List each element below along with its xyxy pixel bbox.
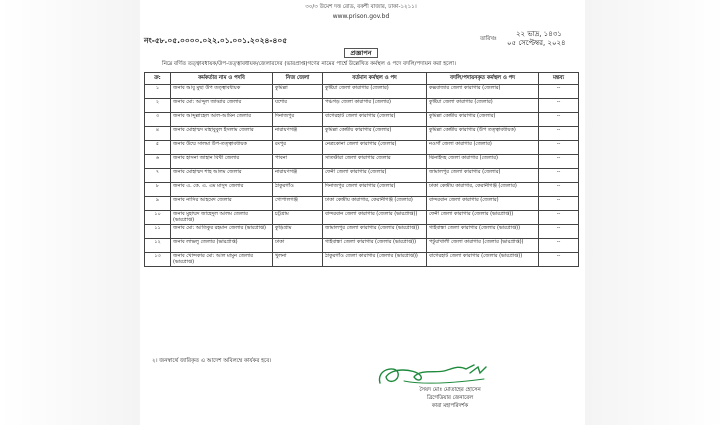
cell-current-post: কুষ্টিয়া জেলা কারাগার (জেলার)	[323, 85, 427, 99]
cell-home-district: ঢাকা	[273, 239, 323, 253]
signatory-name: সৈয়দ মোঃ মোতাহের হোসেন	[419, 387, 481, 393]
note-text: ২। জনস্বার্থে জারিকৃত এ আদেশ অবিলম্বে কার্যকর হবে।	[152, 358, 272, 364]
signatory-rank: ব্রিগেডিয়ার জেনারেল	[426, 395, 474, 401]
cell-remarks: --	[539, 239, 579, 253]
cell-serial: ৮	[145, 183, 171, 197]
right-margin-shadow	[585, 0, 725, 425]
cell-new-post: ঝিনাইদহ জেলা কারাগার (জেলার)	[427, 155, 539, 169]
intro-text: নিম্নে বর্ণিত তত্ত্বাবধায়ক/উপ-তত্ত্বাবধায়ক/জেলারদের (ভারপ্রাপ্ত)গণের নামের পার্শ্বে উল্লেখিত কর্মস্থল ও পদে বদলি/পদায়ন করা হলো।	[162, 61, 456, 67]
table-row	[145, 85, 579, 99]
date-bangla: ২২ ভাদ্র, ১৪৩১	[516, 30, 562, 38]
cell-new-post: বাগেরহাট জেলা কারাগার (জেলার (ভারপ্রাপ্ত))	[427, 253, 539, 267]
cell-new-post: গাইবান্ধা জেলা কারাগার (জেলার (ভারপ্রাপ্ত))	[427, 225, 539, 239]
transfer-table	[144, 72, 579, 267]
cell-new-post: কুমিল্লা কেন্দ্রীয় কারাগার (উপ তত্ত্বাবধায়ক)	[427, 127, 539, 141]
cell-officer: জনাব নাসির আহমেদ জেলার	[171, 197, 273, 211]
header-serial: ক্র:	[145, 73, 171, 85]
cell-current-post: ঠাকুরগাঁও জেলা কারাগার (জেলার (ভারপ্রাপ্ত))	[323, 253, 427, 267]
cell-remarks: --	[539, 155, 579, 169]
cell-new-post: কুষ্টিয়া জেলা কারাগার (জেলার)	[427, 99, 539, 113]
header-home-district: নিজ জেলা	[273, 73, 323, 85]
cell-new-post: কুমিল্লা কেন্দ্রীয় কারাগার (জেলার)	[427, 113, 539, 127]
cell-home-district: কুমিল্লা	[273, 85, 323, 99]
table-row	[145, 99, 579, 113]
signatory-designation: কারা মহাপরিদর্শক	[431, 403, 469, 409]
cell-serial: ৫	[145, 141, 171, 155]
cell-serial: ২	[145, 99, 171, 113]
cell-home-district: কুড়িগ্রাম	[273, 225, 323, 239]
cell-new-post: বান্দরবান জেলা কারাগার (জেলার)	[427, 197, 539, 211]
cell-officer: জনাব মুহাম্মদ জাহেদুল আলম জেলার (ভারপ্রাপ্ত)	[171, 211, 273, 225]
cell-current-post: দিনাজপুর জেলা কারাগার (জেলার)	[323, 183, 427, 197]
cell-current-post: ফেনী জেলা কারাগার (জেলার)	[323, 169, 427, 183]
notice-sheet	[140, 0, 582, 425]
header-website: www.prison.gov.bd	[332, 13, 390, 20]
date-english: ০৫ সেপ্টেম্বর, ২০২৪	[507, 39, 566, 47]
cell-new-post: ফেনী জেলা কারাগার (জেলার (ভারপ্রাপ্ত))	[427, 211, 539, 225]
cell-remarks: --	[539, 211, 579, 225]
cell-serial: ৪	[145, 127, 171, 141]
cell-remarks: --	[539, 225, 579, 239]
cell-officer: জনাব মো: আব্দুল জাব্বার জেলার	[171, 99, 273, 113]
cell-serial: ১	[145, 85, 171, 99]
table-row	[145, 113, 579, 127]
cell-remarks: --	[539, 99, 579, 113]
cell-remarks: --	[539, 85, 579, 99]
memo-number: নং-৫৮.০৫.০০০০.০২২.০১.০০১.২০২৪-৪০৫	[144, 36, 288, 45]
cell-serial: ১১	[145, 225, 171, 239]
cell-remarks: --	[539, 113, 579, 127]
cell-serial: ১৩	[145, 253, 171, 267]
date-label: তারিখঃ	[480, 36, 497, 42]
cell-remarks: --	[539, 127, 579, 141]
subject-text: প্রজ্ঞাপন	[344, 48, 377, 58]
cell-home-district: চট্টগ্রাম	[273, 211, 323, 225]
table-row	[145, 141, 579, 155]
cell-new-post: নওগাঁ জেলা কারাগার (জেলার)	[427, 141, 539, 155]
table-body	[145, 85, 579, 267]
cell-remarks: --	[539, 197, 579, 211]
table-row	[145, 155, 579, 169]
cell-officer: জনাব উম্মে সালমা উপ-তত্ত্বাবধায়ক	[171, 141, 273, 155]
cell-current-post: বাগেরহাট জেলা কারাগার (জেলার)	[323, 113, 427, 127]
header-current-post: বর্তমান কর্মস্থল ও পদ	[323, 73, 427, 85]
cell-home-district: নারায়ণগঞ্জ	[273, 169, 323, 183]
cell-current-post: পঞ্চগড় জেলা কারাগার (জেলার)	[323, 99, 427, 113]
cell-serial: ৩	[145, 113, 171, 127]
cell-remarks: --	[539, 253, 579, 267]
cell-officer: জনাব মোহাম্মদ মাহাবুবুল ইসলাম জেলার	[171, 127, 273, 141]
table-header-row	[145, 73, 579, 85]
table-row	[145, 183, 579, 197]
subject-heading	[140, 48, 582, 59]
cell-officer: জনাব মো: আতিকুর রহমান জেলার (ভারপ্রাপ্ত)	[171, 225, 273, 239]
cell-current-post: ঢাকা কেন্দ্রীয় কারাগার, কেরানীগঞ্জ (জেলার)	[323, 197, 427, 211]
cell-home-district: পাবনা	[273, 155, 323, 169]
table-row	[145, 211, 579, 225]
table-row	[145, 253, 579, 267]
cell-new-post: কক্সবাজার জেলা কারাগার (জেলার)	[427, 85, 539, 99]
cell-new-post: ঢাকা কেন্দ্রীয় কারাগার, কেরানীগঞ্জ (জেলার)	[427, 183, 539, 197]
header-remarks: মন্তব্য	[539, 73, 579, 85]
header-address: ৩০/৩ উমেশ দত্ত রোড, বকশী বাজার, ঢাকা-১২১১।	[305, 4, 417, 10]
cell-home-district: নারায়ণগঞ্জ	[273, 127, 323, 141]
table-row	[145, 225, 579, 239]
cell-home-district: খুলনা	[273, 253, 323, 267]
cell-officer: জনাব হাসনা জাহান বিথী জেলার	[171, 155, 273, 169]
cell-home-district: ঠাকুরগাঁও	[273, 183, 323, 197]
cell-home-district: যশোর	[273, 99, 323, 113]
cell-current-post: কুমিল্লা কেন্দ্রীয় কারাগার (জেলার)	[323, 127, 427, 141]
table-row	[145, 197, 579, 211]
cell-current-post: গাইবান্ধা জেলা কারাগার (জেলার (ভারপ্রাপ্ত))	[323, 239, 427, 253]
cell-new-post: পটুয়াখালী জেলা কারাগার (জেলার (ভারপ্রাপ্ত))	[427, 239, 539, 253]
header-new-post: বদলি/পদায়নকৃত কর্মস্থল ও পদ	[427, 73, 539, 85]
cell-home-district: গোপালগঞ্জ	[273, 197, 323, 211]
cell-current-post: জামালপুর জেলা কারাগার (জেলার (ভারপ্রাপ্ত))	[323, 225, 427, 239]
cell-remarks: --	[539, 169, 579, 183]
cell-home-district: দিনাজপুর	[273, 113, 323, 127]
cell-remarks: --	[539, 183, 579, 197]
cell-officer: জনাব লাভলু জেলার (ভারপ্রাপ্ত)	[171, 239, 273, 253]
cell-remarks: --	[539, 141, 579, 155]
cell-serial: ১২	[145, 239, 171, 253]
cell-officer: জনাব এ. কে. এ. এম মাসুদ জেলার	[171, 183, 273, 197]
table-row	[145, 127, 579, 141]
cell-current-post: সাতক্ষীরা জেলা কারাগার জেলার	[323, 155, 427, 169]
cell-officer: জনাব আবু মুছা উপ তত্ত্বাবধায়ক	[171, 85, 273, 99]
cell-officer: জনাব খোন্দকার মো: আল মামুন জেলার (ভারপ্রাপ্ত)	[171, 253, 273, 267]
cell-officer: জনাব মোহাম্মদ শাহ আলম জেলার	[171, 169, 273, 183]
left-margin-shadow	[0, 0, 140, 425]
cell-new-post: জামালপুর জেলা কারাগার (জেলার)	[427, 169, 539, 183]
cell-serial: ১০	[145, 211, 171, 225]
cell-officer: জনাব আব্দুল্লাহেল আল-আমিন জেলার	[171, 113, 273, 127]
cell-serial: ৬	[145, 155, 171, 169]
table-row	[145, 239, 579, 253]
cell-current-post: বান্দরবান জেলা কারাগার (জেলার (ভারপ্রাপ্ত))	[323, 211, 427, 225]
cell-home-district: রংপুর	[273, 141, 323, 155]
cell-serial: ৭	[145, 169, 171, 183]
cell-serial: ৯	[145, 197, 171, 211]
signature-block	[380, 386, 520, 410]
header-officer: কর্মকর্তার নাম ও পদবি	[171, 73, 273, 85]
table-row	[145, 169, 579, 183]
cell-current-post: নেত্রকোনা জেলা কারাগার (জেলার)	[323, 141, 427, 155]
